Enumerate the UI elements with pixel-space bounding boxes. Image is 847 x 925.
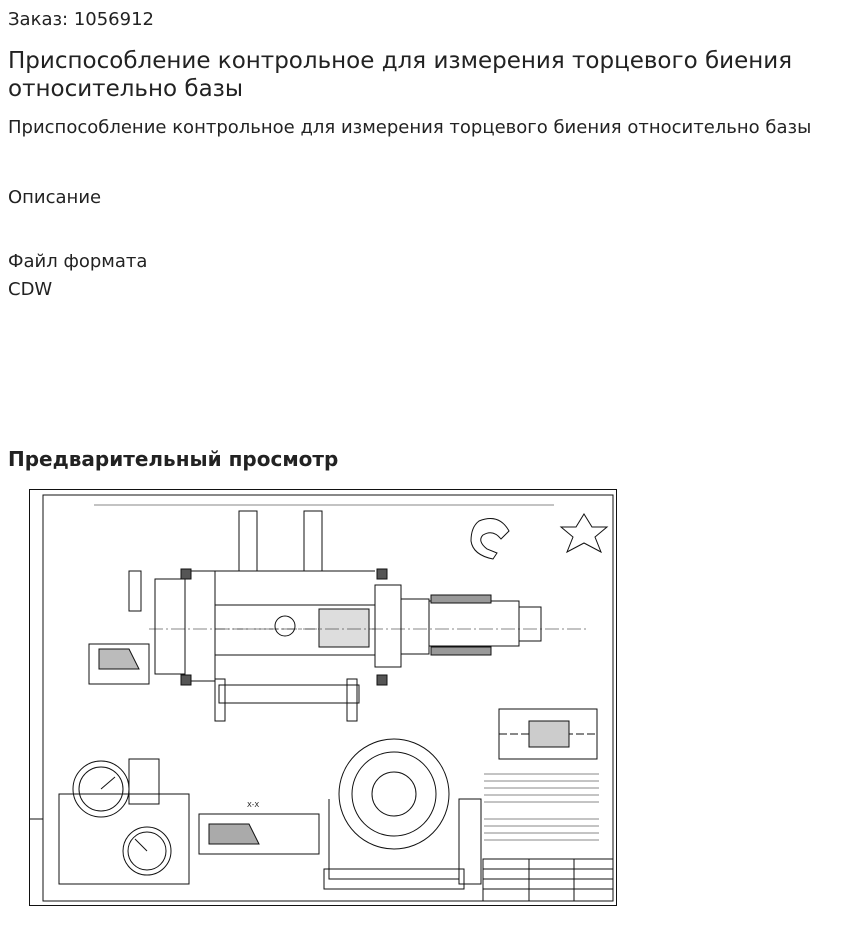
- product-subtitle: Приспособление контрольное для измерения торцевого биения относительно базы: [8, 117, 812, 138]
- preview-heading: Предварительный просмотр: [8, 447, 339, 471]
- file-format-label: Файл формата: [8, 251, 148, 272]
- drawing-preview-image[interactable]: [29, 489, 617, 906]
- page-title: Приспособление контрольное для измерения торцевого биения относительно базы: [8, 48, 793, 102]
- order-number: Заказ: 1056912: [8, 9, 154, 30]
- description-heading: Описание: [8, 187, 102, 208]
- file-format-value: CDW: [8, 279, 53, 300]
- section-label: Х-Х: [247, 801, 260, 809]
